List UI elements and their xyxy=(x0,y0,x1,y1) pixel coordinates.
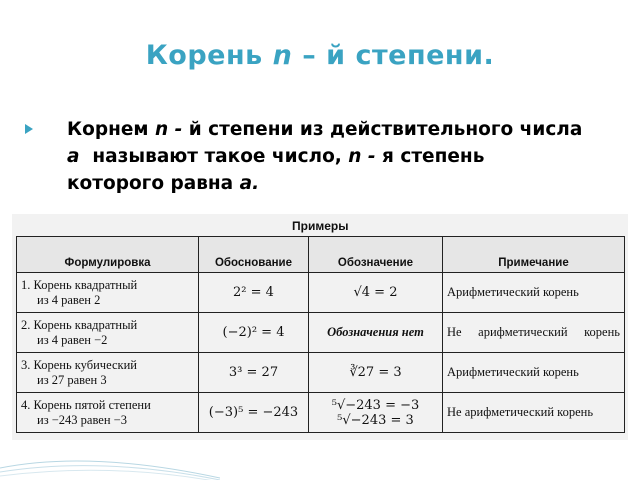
formulation-cell xyxy=(17,353,199,393)
definition-text xyxy=(47,116,587,197)
table-row xyxy=(17,353,625,393)
def-text-2: й степени из действительного числа xyxy=(188,119,583,140)
reason-cell: 3³ = 27 xyxy=(199,353,309,393)
def-text-4: я степень которого равна xyxy=(67,146,485,194)
formulation-line: 4. Корень пятой степени xyxy=(21,397,151,412)
formulation-line: из 4 равен 2 xyxy=(37,292,101,307)
examples-caption: Примеры xyxy=(292,219,349,233)
notation-line: ⁵√−243 = 3 xyxy=(337,412,414,428)
formulation-cell xyxy=(17,273,199,313)
decorative-lines xyxy=(0,420,220,480)
def-var-3: n - xyxy=(348,146,376,167)
notation-cell: ∛27 = 3 xyxy=(309,353,443,393)
examples-image xyxy=(12,214,628,440)
examples-table xyxy=(16,236,625,433)
header-notation: Обозначение xyxy=(309,237,443,273)
formulation-line: 2. Корень квадратный xyxy=(21,317,138,332)
bullet-arrow-icon xyxy=(25,124,33,134)
note-cell: Не арифметический корень xyxy=(443,313,625,353)
header-reason: Обоснование xyxy=(199,237,309,273)
note-cell: Арифметический корень xyxy=(443,353,625,393)
header-formulation: Формулировка xyxy=(17,237,199,273)
reason-cell: 2² = 4 xyxy=(199,273,309,313)
header-note: Примечание xyxy=(443,237,625,273)
notation-line: ⁵√−243 = −3 xyxy=(331,397,420,413)
title-part1: Корень xyxy=(145,40,263,71)
notation-cell xyxy=(309,393,443,433)
formulation-line: 1. Корень квадратный xyxy=(21,277,138,292)
table-header-row xyxy=(17,237,625,273)
def-var-4: a. xyxy=(239,173,260,194)
def-text-3: называют такое число, xyxy=(92,146,342,167)
formulation-line: из −243 равен −3 xyxy=(37,412,127,427)
formulation-line: из 27 равен 3 xyxy=(37,372,107,387)
formulation-cell xyxy=(17,313,199,353)
table-row xyxy=(17,273,625,313)
note-cell: Арифметический корень xyxy=(443,273,625,313)
notation-cell: Обозначения нет xyxy=(309,313,443,353)
def-var-2: a xyxy=(67,146,80,167)
reason-cell: (−2)² = 4 xyxy=(199,313,309,353)
title-variable: n xyxy=(272,40,293,71)
formulation-line: из 4 равен −2 xyxy=(37,332,108,347)
title-part2: – й степени. xyxy=(302,40,495,71)
definition-bullet xyxy=(47,116,587,197)
notation-cell: √4 = 2 xyxy=(309,273,443,313)
def-var-1: n - xyxy=(154,119,183,140)
table-row xyxy=(17,313,625,353)
note-cell: Не арифметический корень xyxy=(443,393,625,433)
def-text-1: Корнем xyxy=(67,119,149,140)
formulation-line: 3. Корень кубический xyxy=(21,357,137,372)
reason-cell: (−3)⁵ = −243 xyxy=(199,393,309,433)
slide-title xyxy=(0,40,640,71)
